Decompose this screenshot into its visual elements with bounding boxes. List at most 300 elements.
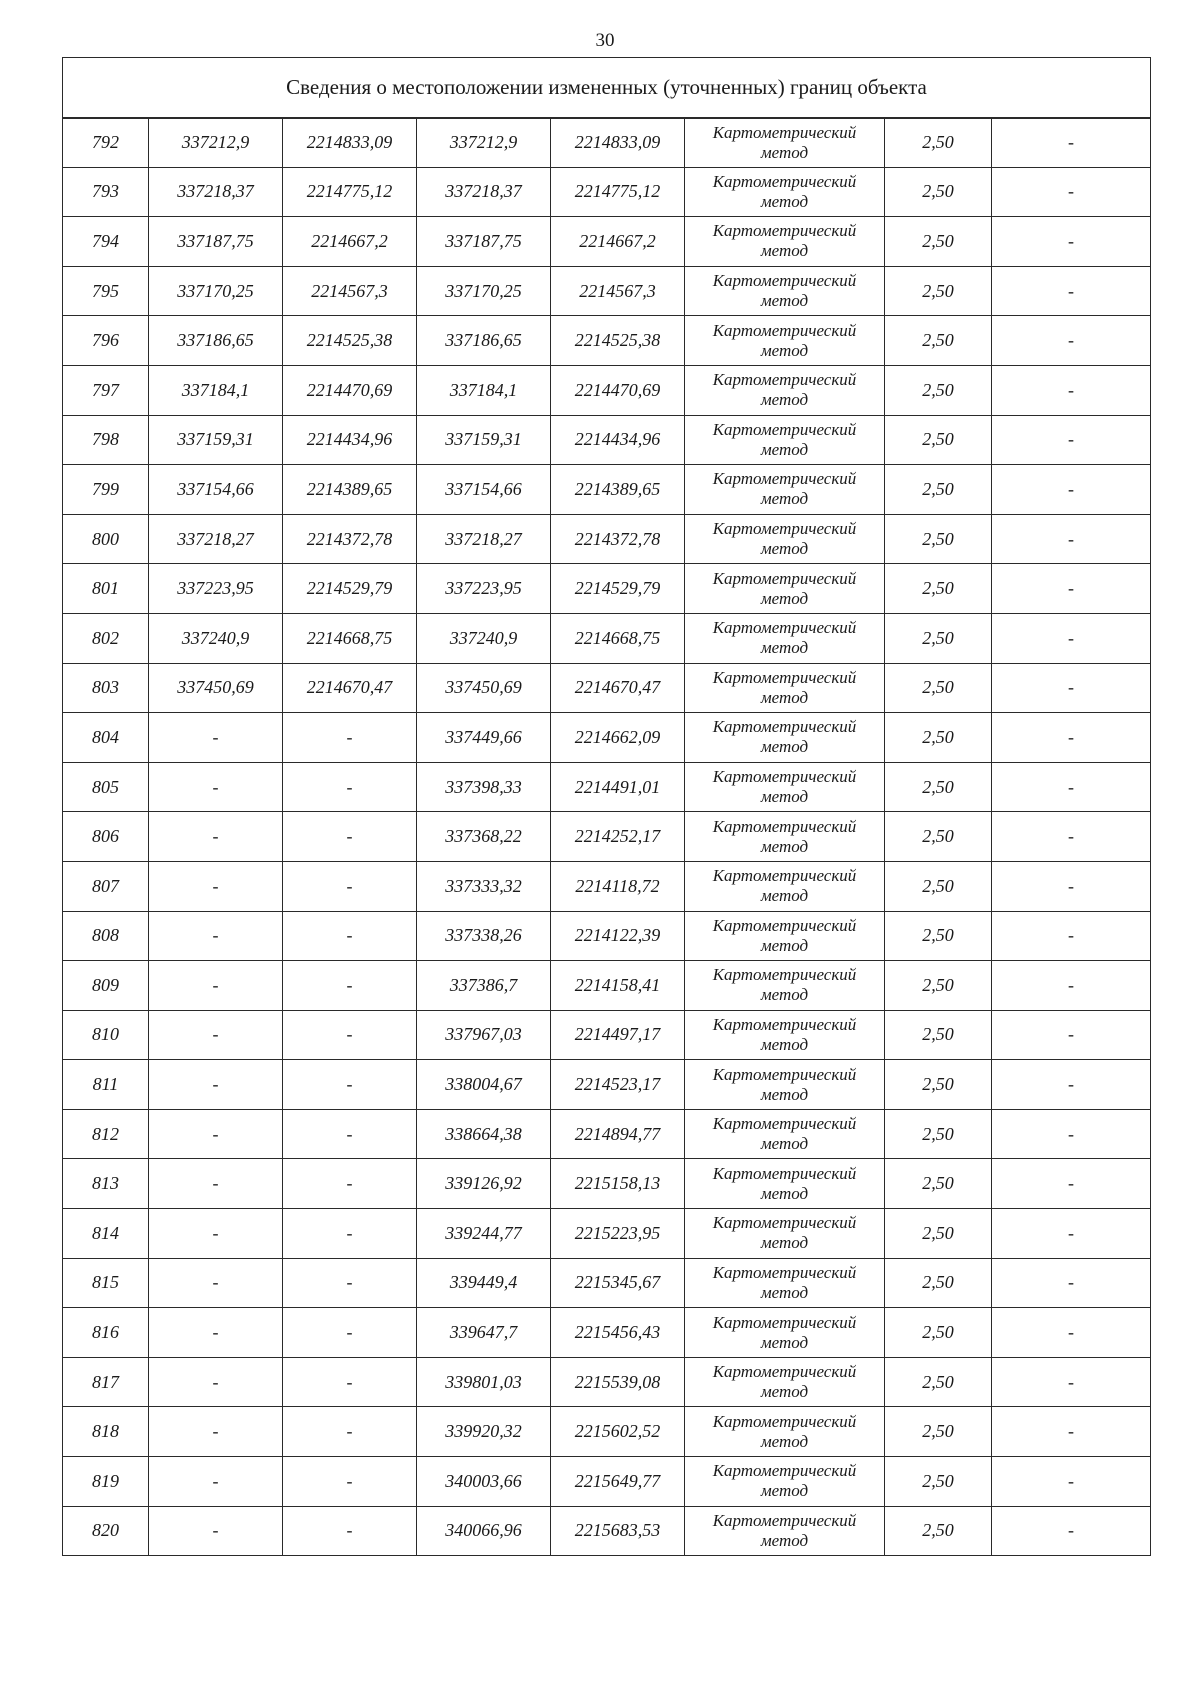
y-new-cell: 2215649,77 <box>551 1457 685 1507</box>
method-line-1: Картометрический <box>712 221 857 241</box>
note-cell: - <box>992 118 1151 168</box>
note-cell: - <box>992 1407 1151 1457</box>
y-old-cell: 2214434,96 <box>283 415 417 465</box>
method-line-2: метод <box>760 539 809 559</box>
note-cell: - <box>992 465 1151 515</box>
y-new-cell: 2215345,67 <box>551 1258 685 1308</box>
y-new-cell: 2215539,08 <box>551 1357 685 1407</box>
table-row <box>63 1407 1151 1457</box>
x-old-cell: 337212,9 <box>149 118 283 168</box>
method-line-2: метод <box>760 836 809 856</box>
method-line-1: Картометрический <box>712 1262 857 1282</box>
method-line-1: Картометрический <box>712 469 857 489</box>
method-cell <box>685 812 885 862</box>
note-cell: - <box>992 1159 1151 1209</box>
accuracy-cell: 2,50 <box>885 1010 992 1060</box>
method-cell <box>685 961 885 1011</box>
note-cell: - <box>992 713 1151 763</box>
point-number-cell: 795 <box>63 266 149 316</box>
method-line-1: Картометрический <box>712 1510 857 1530</box>
table-row <box>63 1159 1151 1209</box>
table-row <box>63 167 1151 217</box>
x-old-cell: 337187,75 <box>149 217 283 267</box>
point-number-cell: 798 <box>63 415 149 465</box>
method-line-1: Картометрический <box>712 1114 857 1134</box>
x-new-cell: 337398,33 <box>417 762 551 812</box>
accuracy-cell: 2,50 <box>885 613 992 663</box>
y-new-cell: 2214497,17 <box>551 1010 685 1060</box>
method-cell <box>685 713 885 763</box>
x-new-cell: 337333,32 <box>417 861 551 911</box>
y-old-cell: 2214529,79 <box>283 564 417 614</box>
y-old-cell: - <box>283 961 417 1011</box>
note-cell: - <box>992 1060 1151 1110</box>
y-new-cell: 2214523,17 <box>551 1060 685 1110</box>
x-new-cell: 337368,22 <box>417 812 551 862</box>
point-number-cell: 796 <box>63 316 149 366</box>
x-old-cell: - <box>149 812 283 862</box>
method-line-2: метод <box>760 241 809 261</box>
note-cell: - <box>992 911 1151 961</box>
y-old-cell: - <box>283 1357 417 1407</box>
y-new-cell: 2214372,78 <box>551 514 685 564</box>
method-cell <box>685 167 885 217</box>
y-old-cell: 2214525,38 <box>283 316 417 366</box>
y-old-cell: 2214833,09 <box>283 118 417 168</box>
x-old-cell: 337218,37 <box>149 167 283 217</box>
method-line-2: метод <box>760 439 809 459</box>
point-number-cell: 814 <box>63 1209 149 1259</box>
x-new-cell: 337187,75 <box>417 217 551 267</box>
y-old-cell: - <box>283 1109 417 1159</box>
method-cell <box>685 663 885 713</box>
method-cell <box>685 465 885 515</box>
y-new-cell: 2214491,01 <box>551 762 685 812</box>
x-new-cell: 337240,9 <box>417 613 551 663</box>
x-old-cell: - <box>149 1357 283 1407</box>
x-old-cell: - <box>149 911 283 961</box>
note-cell: - <box>992 167 1151 217</box>
accuracy-cell: 2,50 <box>885 1357 992 1407</box>
method-line-1: Картометрический <box>712 866 857 886</box>
x-old-cell: 337170,25 <box>149 266 283 316</box>
x-new-cell: 337449,66 <box>417 713 551 763</box>
y-old-cell: - <box>283 861 417 911</box>
accuracy-cell: 2,50 <box>885 564 992 614</box>
point-number-cell: 794 <box>63 217 149 267</box>
table-row <box>63 1357 1151 1407</box>
point-number-cell: 808 <box>63 911 149 961</box>
point-number-cell: 792 <box>63 118 149 168</box>
x-old-cell: 337154,66 <box>149 465 283 515</box>
table-row <box>63 1258 1151 1308</box>
page-number: 30 <box>595 30 615 51</box>
method-line-2: метод <box>760 1530 809 1550</box>
table-row <box>63 217 1151 267</box>
x-old-cell: - <box>149 1060 283 1110</box>
x-old-cell: 337223,95 <box>149 564 283 614</box>
x-new-cell: 338664,38 <box>417 1109 551 1159</box>
x-new-cell: 337212,9 <box>417 118 551 168</box>
x-old-cell: - <box>149 762 283 812</box>
y-new-cell: 2214470,69 <box>551 365 685 415</box>
x-new-cell: 340003,66 <box>417 1457 551 1507</box>
y-new-cell: 2214668,75 <box>551 613 685 663</box>
note-cell: - <box>992 266 1151 316</box>
note-cell: - <box>992 1258 1151 1308</box>
method-line-2: метод <box>760 1134 809 1154</box>
method-line-1: Картометрический <box>712 1064 857 1084</box>
y-old-cell: - <box>283 762 417 812</box>
method-line-2: метод <box>760 191 809 211</box>
x-old-cell: - <box>149 1506 283 1556</box>
method-line-1: Картометрический <box>712 519 857 539</box>
method-line-2: метод <box>760 1183 809 1203</box>
method-line-2: метод <box>760 291 809 311</box>
y-new-cell: 2214158,41 <box>551 961 685 1011</box>
y-new-cell: 2214529,79 <box>551 564 685 614</box>
method-line-2: метод <box>760 1034 809 1054</box>
y-new-cell: 2215683,53 <box>551 1506 685 1556</box>
y-new-cell: 2215158,13 <box>551 1159 685 1209</box>
method-cell <box>685 1506 885 1556</box>
x-old-cell: - <box>149 1457 283 1507</box>
table-row <box>63 564 1151 614</box>
y-old-cell: 2214775,12 <box>283 167 417 217</box>
accuracy-cell: 2,50 <box>885 1060 992 1110</box>
x-new-cell: 337154,66 <box>417 465 551 515</box>
point-number-cell: 819 <box>63 1457 149 1507</box>
accuracy-cell: 2,50 <box>885 762 992 812</box>
y-old-cell: - <box>283 1258 417 1308</box>
method-line-1: Картометрический <box>712 717 857 737</box>
note-cell: - <box>992 1010 1151 1060</box>
table-row <box>63 465 1151 515</box>
note-cell: - <box>992 316 1151 366</box>
method-line-2: метод <box>760 1282 809 1302</box>
x-new-cell: 339244,77 <box>417 1209 551 1259</box>
y-old-cell: - <box>283 713 417 763</box>
method-line-2: метод <box>760 1084 809 1104</box>
note-cell: - <box>992 1109 1151 1159</box>
method-line-1: Картометрический <box>712 171 857 191</box>
table-row <box>63 1506 1151 1556</box>
x-new-cell: 337170,25 <box>417 266 551 316</box>
y-old-cell: - <box>283 1457 417 1507</box>
method-line-1: Картометрический <box>712 419 857 439</box>
method-line-1: Картометрический <box>712 1411 857 1431</box>
method-line-1: Картометрический <box>712 667 857 687</box>
point-number-cell: 809 <box>63 961 149 1011</box>
note-cell: - <box>992 365 1151 415</box>
table-row <box>63 961 1151 1011</box>
point-number-cell: 799 <box>63 465 149 515</box>
y-old-cell: - <box>283 1506 417 1556</box>
method-line-1: Картометрический <box>712 965 857 985</box>
accuracy-cell: 2,50 <box>885 316 992 366</box>
accuracy-cell: 2,50 <box>885 217 992 267</box>
x-old-cell: - <box>149 861 283 911</box>
x-new-cell: 337184,1 <box>417 365 551 415</box>
point-number-cell: 797 <box>63 365 149 415</box>
method-cell <box>685 1209 885 1259</box>
note-cell: - <box>992 1457 1151 1507</box>
y-new-cell: 2215223,95 <box>551 1209 685 1259</box>
x-old-cell: 337159,31 <box>149 415 283 465</box>
point-number-cell: 800 <box>63 514 149 564</box>
method-line-2: метод <box>760 787 809 807</box>
method-line-2: метод <box>760 737 809 757</box>
method-line-2: метод <box>760 390 809 410</box>
note-cell: - <box>992 1209 1151 1259</box>
y-old-cell: - <box>283 1159 417 1209</box>
method-line-1: Картометрический <box>712 915 857 935</box>
x-new-cell: 338004,67 <box>417 1060 551 1110</box>
x-new-cell: 339449,4 <box>417 1258 551 1308</box>
table-title-row <box>63 58 1151 118</box>
note-cell: - <box>992 1506 1151 1556</box>
table-row <box>63 812 1151 862</box>
accuracy-cell: 2,50 <box>885 415 992 465</box>
x-new-cell: 337218,37 <box>417 167 551 217</box>
point-number-cell: 817 <box>63 1357 149 1407</box>
accuracy-cell: 2,50 <box>885 1457 992 1507</box>
point-number-cell: 805 <box>63 762 149 812</box>
accuracy-cell: 2,50 <box>885 861 992 911</box>
point-number-cell: 818 <box>63 1407 149 1457</box>
y-old-cell: - <box>283 1010 417 1060</box>
table-row <box>63 415 1151 465</box>
accuracy-cell: 2,50 <box>885 365 992 415</box>
y-new-cell: 2214118,72 <box>551 861 685 911</box>
y-old-cell: 2214389,65 <box>283 465 417 515</box>
accuracy-cell: 2,50 <box>885 167 992 217</box>
note-cell: - <box>992 613 1151 663</box>
method-line-1: Картометрический <box>712 568 857 588</box>
method-cell <box>685 365 885 415</box>
accuracy-cell: 2,50 <box>885 1109 992 1159</box>
point-number-cell: 793 <box>63 167 149 217</box>
y-old-cell: - <box>283 1209 417 1259</box>
point-number-cell: 810 <box>63 1010 149 1060</box>
method-cell <box>685 1060 885 1110</box>
table-row <box>63 1109 1151 1159</box>
y-new-cell: 2214667,2 <box>551 217 685 267</box>
y-new-cell: 2214567,3 <box>551 266 685 316</box>
table-row <box>63 1308 1151 1358</box>
method-line-2: метод <box>760 1233 809 1253</box>
table-row <box>63 861 1151 911</box>
method-line-1: Картометрический <box>712 816 857 836</box>
note-cell: - <box>992 663 1151 713</box>
point-number-cell: 806 <box>63 812 149 862</box>
accuracy-cell: 2,50 <box>885 1308 992 1358</box>
x-old-cell: - <box>149 1209 283 1259</box>
accuracy-cell: 2,50 <box>885 961 992 1011</box>
method-line-1: Картометрический <box>712 1461 857 1481</box>
accuracy-cell: 2,50 <box>885 911 992 961</box>
x-new-cell: 337186,65 <box>417 316 551 366</box>
x-new-cell: 340066,96 <box>417 1506 551 1556</box>
method-line-1: Картометрический <box>712 370 857 390</box>
y-new-cell: 2214434,96 <box>551 415 685 465</box>
y-old-cell: - <box>283 812 417 862</box>
method-cell <box>685 613 885 663</box>
method-line-2: метод <box>760 935 809 955</box>
method-line-1: Картометрический <box>712 767 857 787</box>
note-cell: - <box>992 762 1151 812</box>
x-old-cell: - <box>149 1109 283 1159</box>
accuracy-cell: 2,50 <box>885 266 992 316</box>
accuracy-cell: 2,50 <box>885 514 992 564</box>
x-old-cell: 337240,9 <box>149 613 283 663</box>
x-new-cell: 337386,7 <box>417 961 551 1011</box>
note-cell: - <box>992 861 1151 911</box>
x-new-cell: 339126,92 <box>417 1159 551 1209</box>
point-number-cell: 816 <box>63 1308 149 1358</box>
method-cell <box>685 1357 885 1407</box>
method-cell <box>685 266 885 316</box>
method-line-2: метод <box>760 1332 809 1352</box>
method-line-1: Картометрический <box>712 320 857 340</box>
point-number-cell: 801 <box>63 564 149 614</box>
x-new-cell: 337967,03 <box>417 1010 551 1060</box>
method-line-2: метод <box>760 489 809 509</box>
point-number-cell: 820 <box>63 1506 149 1556</box>
table-body <box>63 58 1151 1556</box>
method-cell <box>685 1010 885 1060</box>
table-row <box>63 266 1151 316</box>
table-row <box>63 1060 1151 1110</box>
x-new-cell: 337159,31 <box>417 415 551 465</box>
method-line-1: Картометрический <box>712 1014 857 1034</box>
y-old-cell: 2214470,69 <box>283 365 417 415</box>
table-row <box>63 613 1151 663</box>
accuracy-cell: 2,50 <box>885 118 992 168</box>
y-new-cell: 2215602,52 <box>551 1407 685 1457</box>
x-new-cell: 339647,7 <box>417 1308 551 1358</box>
x-new-cell: 337338,26 <box>417 911 551 961</box>
table-title: Сведения о местоположении измененных (уточненных) границ объекта <box>63 58 1151 118</box>
y-new-cell: 2214122,39 <box>551 911 685 961</box>
table-row <box>63 1209 1151 1259</box>
x-new-cell: 337223,95 <box>417 564 551 614</box>
method-cell <box>685 118 885 168</box>
method-line-1: Картометрический <box>712 618 857 638</box>
table-row <box>63 365 1151 415</box>
method-cell <box>685 1457 885 1507</box>
y-new-cell: 2214775,12 <box>551 167 685 217</box>
note-cell: - <box>992 961 1151 1011</box>
x-old-cell: - <box>149 1308 283 1358</box>
point-number-cell: 803 <box>63 663 149 713</box>
accuracy-cell: 2,50 <box>885 1209 992 1259</box>
table-row <box>63 663 1151 713</box>
accuracy-cell: 2,50 <box>885 1258 992 1308</box>
note-cell: - <box>992 415 1151 465</box>
y-old-cell: 2214668,75 <box>283 613 417 663</box>
y-new-cell: 2214252,17 <box>551 812 685 862</box>
accuracy-cell: 2,50 <box>885 1159 992 1209</box>
method-cell <box>685 564 885 614</box>
method-line-2: метод <box>760 1382 809 1402</box>
y-old-cell: - <box>283 1060 417 1110</box>
y-new-cell: 2215456,43 <box>551 1308 685 1358</box>
x-old-cell: 337218,27 <box>149 514 283 564</box>
method-line-2: метод <box>760 687 809 707</box>
x-new-cell: 337218,27 <box>417 514 551 564</box>
y-old-cell: 2214372,78 <box>283 514 417 564</box>
table-row <box>63 316 1151 366</box>
x-old-cell: 337184,1 <box>149 365 283 415</box>
x-old-cell: 337450,69 <box>149 663 283 713</box>
method-cell <box>685 316 885 366</box>
table-row <box>63 1457 1151 1507</box>
x-new-cell: 339920,32 <box>417 1407 551 1457</box>
y-new-cell: 2214389,65 <box>551 465 685 515</box>
y-old-cell: - <box>283 1308 417 1358</box>
method-line-1: Картометрический <box>712 1213 857 1233</box>
method-cell <box>685 514 885 564</box>
y-new-cell: 2214670,47 <box>551 663 685 713</box>
method-line-2: метод <box>760 142 809 162</box>
y-old-cell: 2214670,47 <box>283 663 417 713</box>
y-old-cell: - <box>283 1407 417 1457</box>
method-line-1: Картометрический <box>712 1312 857 1332</box>
method-line-2: метод <box>760 340 809 360</box>
method-line-1: Картометрический <box>712 1362 857 1382</box>
method-cell <box>685 911 885 961</box>
point-number-cell: 804 <box>63 713 149 763</box>
method-line-1: Картометрический <box>712 122 857 142</box>
note-cell: - <box>992 812 1151 862</box>
table-row <box>63 1010 1151 1060</box>
x-new-cell: 337450,69 <box>417 663 551 713</box>
x-old-cell: - <box>149 1010 283 1060</box>
y-new-cell: 2214662,09 <box>551 713 685 763</box>
y-new-cell: 2214833,09 <box>551 118 685 168</box>
y-old-cell: - <box>283 911 417 961</box>
note-cell: - <box>992 1357 1151 1407</box>
accuracy-cell: 2,50 <box>885 812 992 862</box>
point-number-cell: 802 <box>63 613 149 663</box>
point-number-cell: 811 <box>63 1060 149 1110</box>
table-row <box>63 713 1151 763</box>
method-cell <box>685 1109 885 1159</box>
y-old-cell: 2214667,2 <box>283 217 417 267</box>
accuracy-cell: 2,50 <box>885 465 992 515</box>
note-cell: - <box>992 1308 1151 1358</box>
note-cell: - <box>992 564 1151 614</box>
method-line-2: метод <box>760 638 809 658</box>
method-cell <box>685 1258 885 1308</box>
method-line-2: метод <box>760 985 809 1005</box>
accuracy-cell: 2,50 <box>885 663 992 713</box>
x-old-cell: 337186,65 <box>149 316 283 366</box>
x-old-cell: - <box>149 961 283 1011</box>
method-cell <box>685 1308 885 1358</box>
method-cell <box>685 217 885 267</box>
method-cell <box>685 415 885 465</box>
method-line-1: Картометрический <box>712 271 857 291</box>
point-number-cell: 815 <box>63 1258 149 1308</box>
method-line-2: метод <box>760 886 809 906</box>
x-old-cell: - <box>149 1258 283 1308</box>
y-new-cell: 2214525,38 <box>551 316 685 366</box>
x-new-cell: 339801,03 <box>417 1357 551 1407</box>
y-new-cell: 2214894,77 <box>551 1109 685 1159</box>
table-row <box>63 762 1151 812</box>
